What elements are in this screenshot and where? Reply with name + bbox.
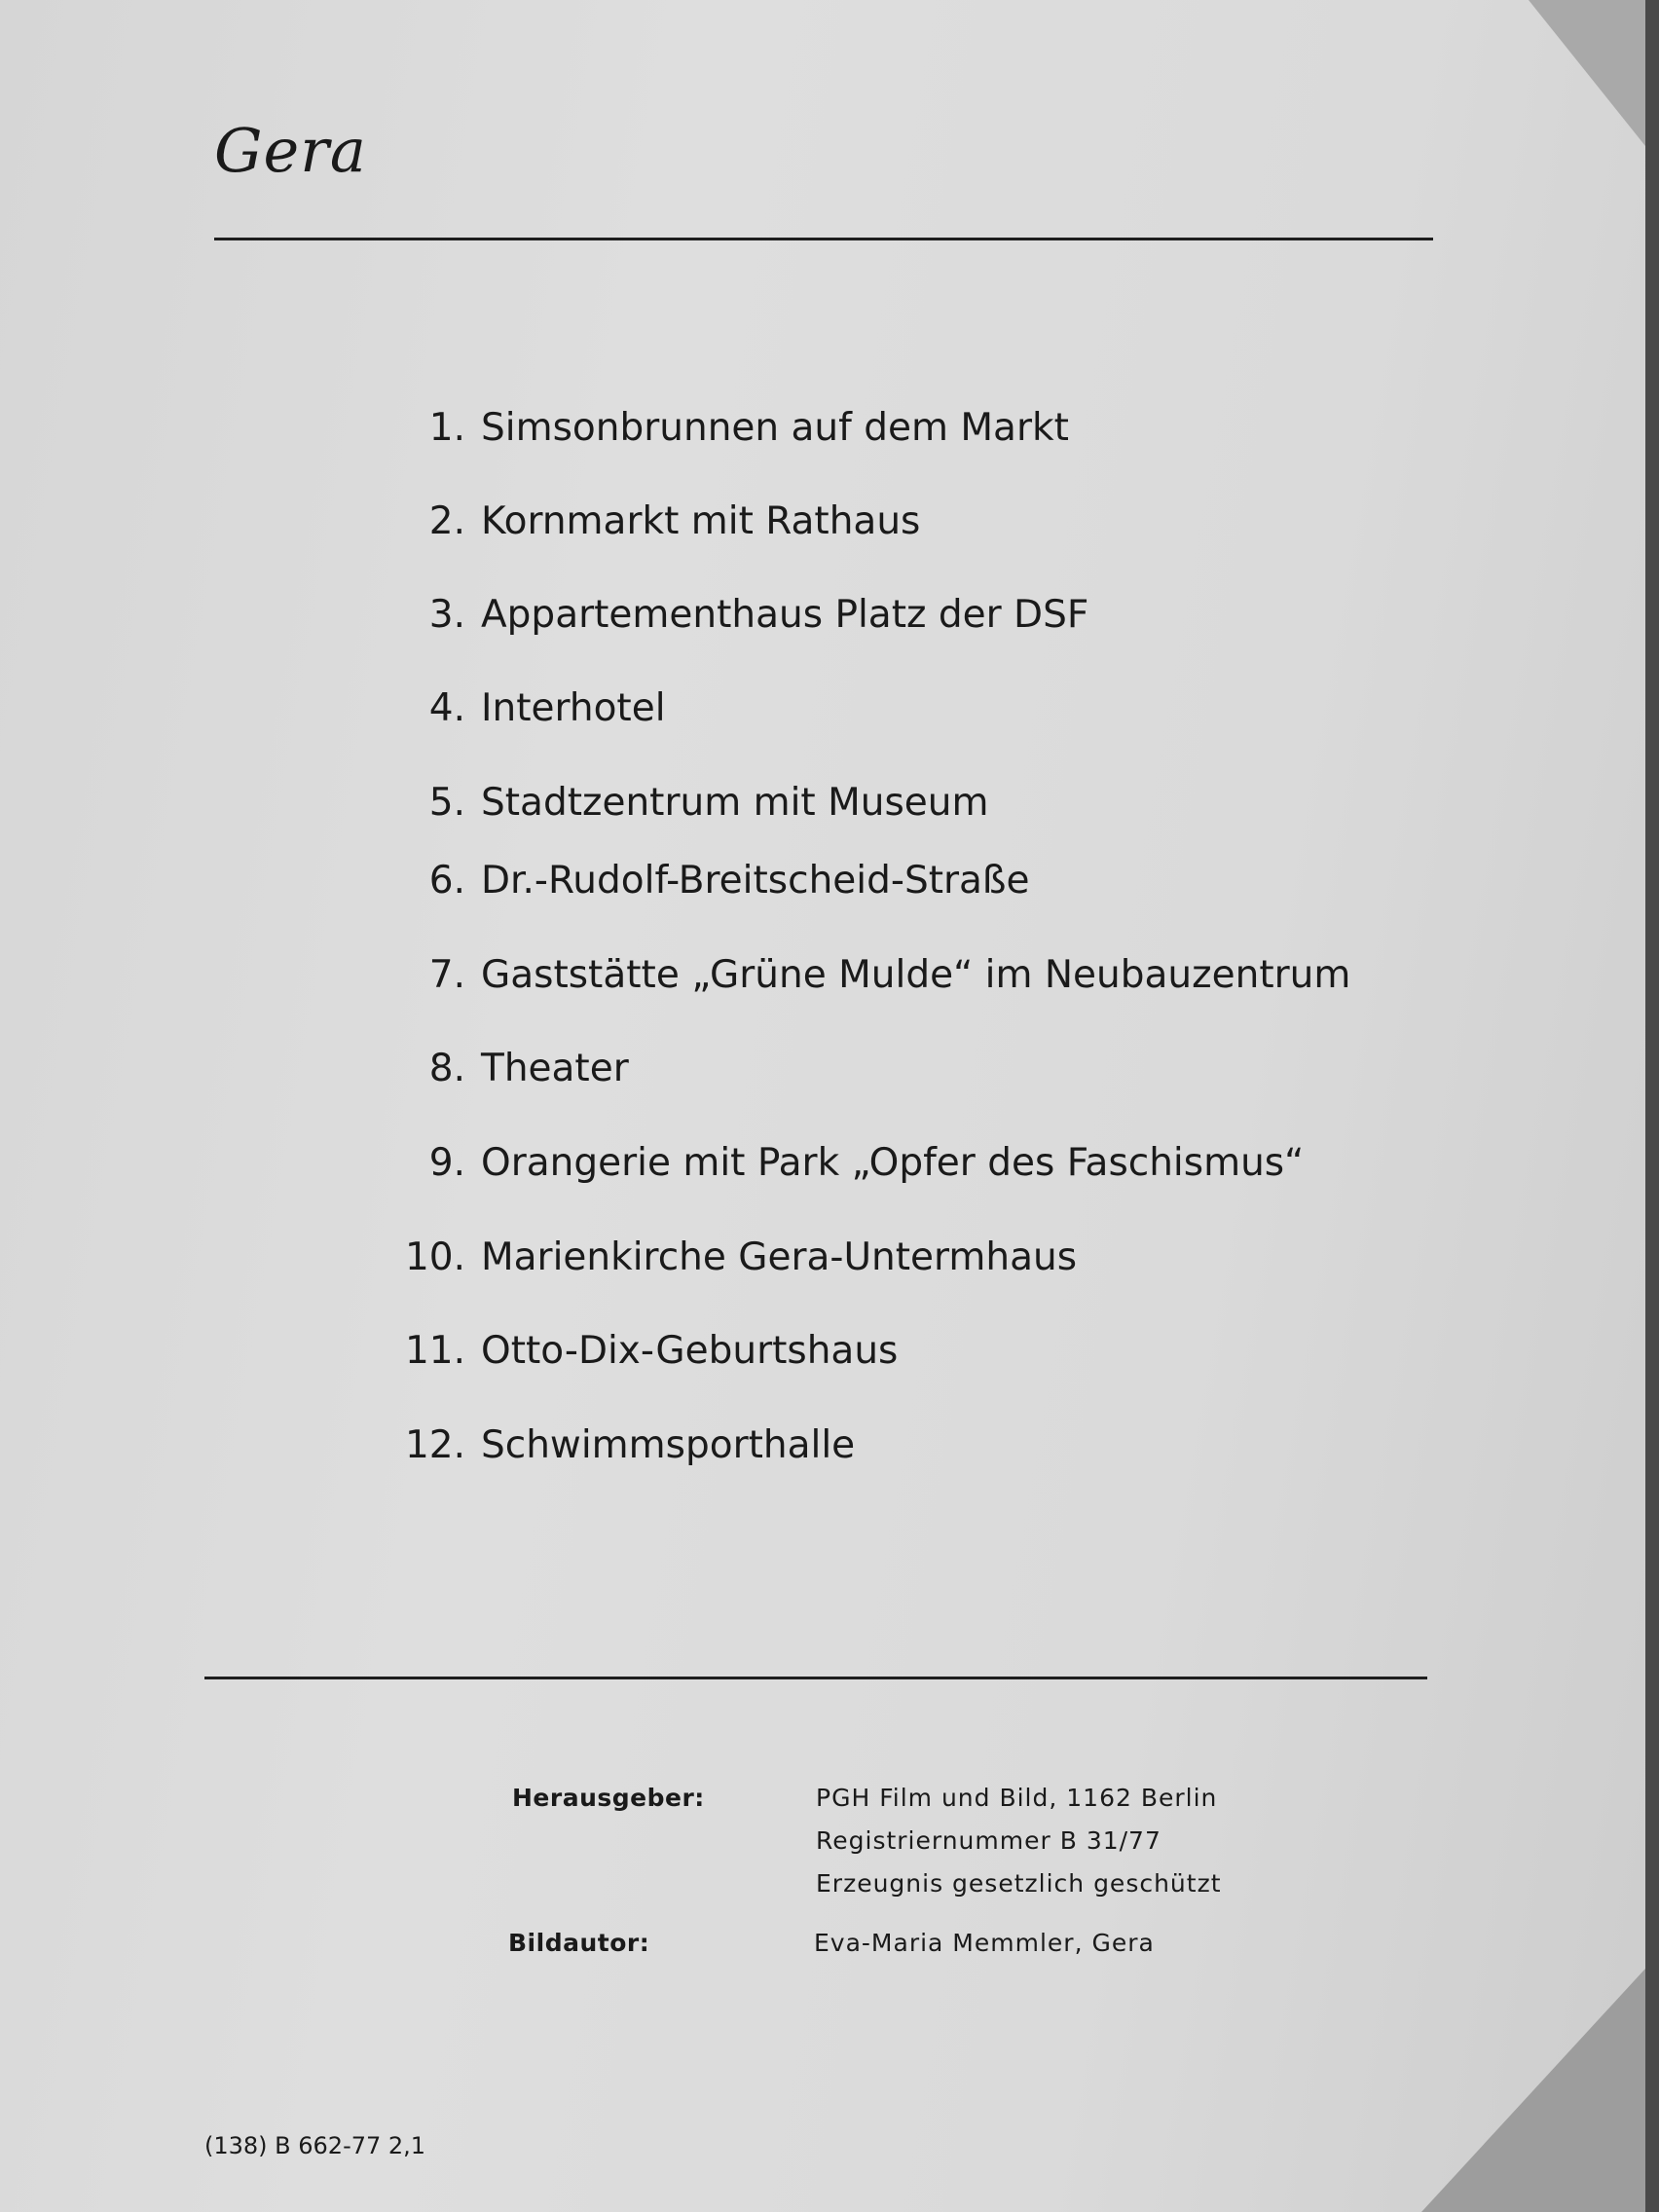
item-number: 12. <box>404 1423 465 1467</box>
item-number: 5. <box>428 781 465 825</box>
item-number: 10. <box>404 1235 465 1279</box>
item-number: 1. <box>428 406 465 450</box>
item-label: Appartementhaus Platz der DSF <box>481 593 1089 637</box>
publisher-label: Herausgeber: <box>512 1784 705 1812</box>
item-number: 9. <box>428 1141 465 1185</box>
list-item <box>389 852 1029 910</box>
item-label: Orangerie mit Park „Opfer des Faschismus“ <box>481 1141 1305 1185</box>
item-number: 4. <box>428 686 465 730</box>
publisher-line: Registriernummer B 31/77 <box>816 1826 1161 1855</box>
item-number: 7. <box>428 953 465 997</box>
item-label: Schwimmsporthalle <box>481 1423 856 1467</box>
list-item <box>389 1134 1304 1193</box>
folder-corner-top <box>1529 0 1645 146</box>
publisher-line: PGH Film und Bild, 1162 Berlin <box>816 1784 1218 1812</box>
page-title: Gera <box>214 115 367 186</box>
item-label: Interhotel <box>481 686 666 730</box>
bottom-divider <box>204 1677 1427 1679</box>
item-number: 2. <box>428 499 465 543</box>
item-number: 3. <box>428 593 465 637</box>
item-number: 11. <box>404 1329 465 1373</box>
publisher-line: Erzeugnis gesetzlich geschützt <box>816 1869 1222 1898</box>
list-item <box>389 1040 629 1098</box>
list-item <box>389 586 1088 645</box>
item-label: Stadtzentrum mit Museum <box>481 781 989 825</box>
list-item <box>389 1417 855 1475</box>
item-label: Simsonbrunnen auf dem Markt <box>481 406 1069 450</box>
list-item <box>389 774 989 832</box>
list-item <box>389 680 666 738</box>
photographer-label: Bildautor: <box>508 1929 650 1957</box>
item-label: Gaststätte „Grüne Mulde“ im Neubauzentrum <box>481 953 1351 997</box>
item-label: Theater <box>481 1047 629 1090</box>
item-label: Dr.-Rudolf-Breitscheid-Straße <box>481 859 1030 903</box>
print-code: (138) B 662-77 2,1 <box>204 2132 426 2159</box>
top-divider <box>214 238 1433 240</box>
item-number: 6. <box>428 859 465 903</box>
folder-corner-bottom <box>1421 1969 1645 2212</box>
item-label: Otto-Dix-Geburtshaus <box>481 1329 899 1373</box>
item-number: 8. <box>428 1047 465 1090</box>
list-item <box>389 399 1069 458</box>
item-label: Kornmarkt mit Rathaus <box>481 499 921 543</box>
list-item <box>389 1229 1077 1287</box>
list-item <box>389 493 920 551</box>
list-item <box>389 1322 898 1381</box>
photographer-name: Eva-Maria Memmler, Gera <box>814 1929 1155 1957</box>
item-label: Marienkirche Gera-Untermhaus <box>481 1235 1078 1279</box>
list-item <box>389 946 1350 1005</box>
